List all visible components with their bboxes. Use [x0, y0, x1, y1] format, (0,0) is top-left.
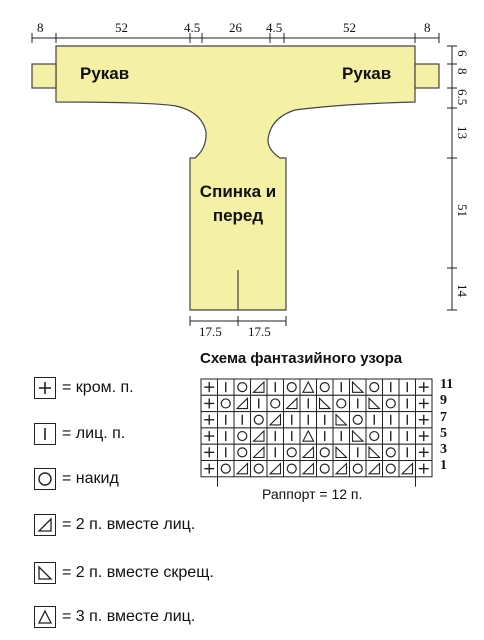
knit-stitch — [399, 379, 416, 395]
knit-stitch — [218, 412, 235, 428]
legend-text: = 2 п. вместе скрещ. — [62, 564, 214, 581]
knit-stitch — [251, 395, 268, 411]
edge-stitch — [201, 379, 218, 395]
knit-stitch — [350, 395, 367, 411]
knit-stitch — [383, 412, 400, 428]
label-body-line-2: перед — [212, 206, 264, 225]
knit-stitch — [399, 395, 416, 411]
dim-top-neck: 26 — [229, 20, 242, 35]
triangle-left-icon — [34, 562, 56, 584]
edge-stitch — [201, 461, 218, 477]
side-dimension-line — [447, 46, 457, 310]
edge-stitch — [201, 444, 218, 460]
knit-stitch — [267, 428, 284, 444]
row-number: 11 — [440, 377, 454, 392]
edge-stitch — [416, 428, 433, 444]
row-number: 3 — [440, 442, 447, 458]
yarnover-stitch — [350, 461, 367, 477]
label-sleeve-right: Рукав — [342, 64, 392, 83]
dim-side-5: 51 — [455, 204, 470, 217]
circle-icon — [34, 468, 56, 490]
knit-stitch — [300, 395, 317, 411]
dim-side-4: 13 — [455, 126, 470, 139]
garment-outline — [56, 46, 415, 310]
dim-side-3: 6.5 — [455, 89, 470, 106]
dim-top-neck-left: 4.5 — [184, 20, 201, 35]
triangle-right-icon — [34, 514, 56, 536]
yarnover-stitch — [251, 412, 268, 428]
yarnover-stitch — [366, 379, 383, 395]
yarnover-stitch — [234, 379, 251, 395]
knit-stitch — [300, 412, 317, 428]
k2tog-stitch — [399, 461, 416, 477]
k2tog-stitch — [267, 461, 284, 477]
plus-icon — [34, 377, 56, 399]
dim-top-sleeve-left: 52 — [115, 20, 128, 35]
yarnover-stitch — [284, 444, 301, 460]
knit-stitch — [383, 379, 400, 395]
k2tog-stitch — [300, 461, 317, 477]
edge-stitch — [201, 412, 218, 428]
row-numbers — [440, 377, 453, 475]
k2tog-stitch — [234, 461, 251, 477]
edge-stitch — [416, 395, 433, 411]
knit-stitch — [317, 412, 334, 428]
legend-text: = лиц. п. — [62, 425, 126, 442]
chart-title: Схема фантазийного узора — [200, 350, 403, 367]
k2tog-stitch — [333, 461, 350, 477]
dim-side-1: 6 — [455, 50, 470, 57]
left-cuff — [32, 64, 56, 88]
yarnover-stitch — [317, 379, 334, 395]
yarnover-stitch — [383, 461, 400, 477]
k2tog-stitch — [251, 428, 268, 444]
edge-stitch — [416, 379, 433, 395]
yarnover-stitch — [350, 412, 367, 428]
dim-top-cuff-left: 8 — [37, 20, 44, 35]
legend-item-k3tog — [34, 605, 195, 629]
yarnover-stitch — [366, 428, 383, 444]
yarnover-stitch — [218, 461, 235, 477]
k2tog-tbl-stitch — [317, 395, 334, 411]
legend-item-edge — [34, 376, 134, 400]
edge-stitch — [201, 428, 218, 444]
dim-top-neck-right: 4.5 — [266, 20, 283, 35]
knit-stitch — [218, 428, 235, 444]
row-number: 9 — [440, 393, 447, 409]
k2tog-stitch — [284, 395, 301, 411]
yarnover-stitch — [234, 444, 251, 460]
knit-stitch — [383, 428, 400, 444]
edge-stitch — [416, 412, 433, 428]
knit-stitch — [350, 444, 367, 460]
knit-stitch — [366, 412, 383, 428]
label-body-line-1: Спинка и — [199, 182, 277, 201]
yarnover-stitch — [317, 444, 334, 460]
knit-stitch — [284, 428, 301, 444]
k3tog-stitch — [300, 428, 317, 444]
knit-stitch — [267, 444, 284, 460]
k2tog-tbl-stitch — [350, 379, 367, 395]
dim-bottom-left: 17.5 — [199, 324, 222, 339]
bar-icon — [34, 423, 56, 445]
legend-item-k2tog — [34, 513, 195, 537]
row-number: 5 — [440, 425, 447, 441]
edge-stitch — [416, 461, 433, 477]
yarnover-stitch — [317, 461, 334, 477]
yarnover-stitch — [251, 461, 268, 477]
edge-stitch — [416, 444, 433, 460]
label-body — [190, 180, 286, 228]
knit-stitch — [399, 428, 416, 444]
knit-stitch — [234, 412, 251, 428]
legend-item-k2tog-tbl — [34, 561, 214, 585]
dim-top-cuff-right: 8 — [424, 20, 431, 35]
k2tog-stitch — [251, 444, 268, 460]
knit-stitch — [333, 428, 350, 444]
k2tog-stitch — [366, 461, 383, 477]
knit-stitch — [218, 444, 235, 460]
knit-stitch — [399, 444, 416, 460]
yarnover-stitch — [234, 428, 251, 444]
label-sleeve-left: Рукав — [80, 64, 130, 83]
k2tog-tbl-stitch — [350, 428, 367, 444]
legend-text: = 2 п. вместе лиц. — [62, 516, 196, 533]
knit-stitch — [399, 412, 416, 428]
k2tog-tbl-stitch — [333, 412, 350, 428]
legend-text: = кром. п. — [62, 379, 134, 396]
yarnover-stitch — [218, 395, 235, 411]
yarnover-stitch — [333, 395, 350, 411]
k2tog-stitch — [251, 379, 268, 395]
yarnover-stitch — [383, 444, 400, 460]
k2tog-tbl-stitch — [366, 444, 383, 460]
triangle-up-icon — [34, 606, 56, 628]
dim-top-sleeve-right: 52 — [343, 20, 356, 35]
dim-side-2: 8 — [455, 68, 470, 75]
dim-side-6: 14 — [455, 284, 470, 297]
yarnover-stitch — [284, 379, 301, 395]
rapport-label: Раппорт = 12 п. — [262, 486, 363, 502]
knit-stitch — [317, 428, 334, 444]
k2tog-tbl-stitch — [333, 444, 350, 460]
stitch-chart — [200, 378, 436, 502]
edge-stitch — [201, 395, 218, 411]
dim-bottom-right: 17.5 — [248, 324, 271, 339]
k2tog-tbl-stitch — [366, 395, 383, 411]
legend-item-knit — [34, 422, 125, 446]
knit-stitch — [267, 379, 284, 395]
legend-text: = накид — [62, 470, 119, 487]
legend-text: = 3 п. вместе лиц. — [62, 608, 196, 625]
knit-stitch — [218, 379, 235, 395]
row-number: 1 — [440, 458, 447, 474]
k2tog-stitch — [234, 395, 251, 411]
knit-stitch — [284, 412, 301, 428]
right-cuff — [415, 64, 439, 88]
k3tog-stitch — [300, 379, 317, 395]
legend-item-yarnover — [34, 467, 119, 491]
yarnover-stitch — [267, 395, 284, 411]
yarnover-stitch — [383, 395, 400, 411]
yarnover-stitch — [284, 461, 301, 477]
k2tog-stitch — [267, 412, 284, 428]
knit-stitch — [333, 379, 350, 395]
k2tog-stitch — [300, 444, 317, 460]
row-number: 7 — [440, 409, 447, 425]
